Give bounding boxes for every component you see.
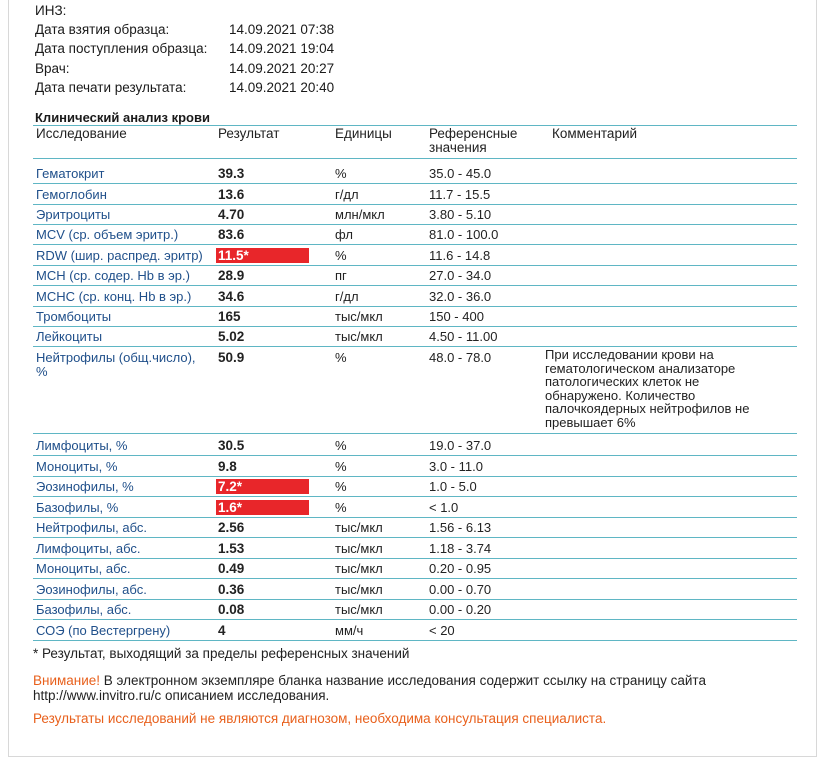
comment-line: гематологическом анализаторе [545, 360, 736, 376]
table-row [0, 184, 828, 204]
print-date-value: 14.09.2021 20:40 [229, 80, 335, 95]
result-unit: г/дл [335, 289, 359, 304]
result-value: 5.02 [218, 329, 245, 344]
col-header-result: Результат [218, 126, 280, 141]
test-name[interactable]: MCV (ср. объем эритр.) [36, 227, 179, 242]
result-value: 4.70 [218, 207, 245, 222]
result-unit: мм/ч [335, 623, 364, 638]
result-value: 39.3 [218, 166, 245, 181]
table-row [0, 620, 828, 640]
test-name[interactable]: Моноциты, абс. [36, 561, 131, 576]
result-unit: тыс/мкл [335, 561, 383, 576]
col-header-test: Исследование [36, 126, 127, 141]
reference-range: 0.20 - 0.95 [429, 561, 492, 576]
col-header-comment: Комментарий [552, 126, 638, 141]
table-row [0, 599, 828, 619]
col-header-reference-line2: значения [429, 140, 487, 155]
sample-taken-value: 14.09.2021 07:38 [229, 22, 335, 37]
test-name[interactable]: Гематокрит [36, 166, 105, 181]
table-row [0, 306, 828, 326]
section-title: Клинический анализ крови [35, 110, 210, 125]
test-name[interactable]: Лимфоциты, абс. [36, 541, 141, 556]
result-unit: % [335, 479, 347, 494]
doctor-value: 14.09.2021 20:27 [229, 61, 335, 76]
print-date-label: Дата печати результата: [35, 80, 187, 95]
test-name[interactable]: Эритроциты [36, 207, 111, 222]
table-row [0, 347, 828, 433]
header-rule [33, 158, 797, 159]
result-unit: тыс/мкл [335, 602, 383, 617]
result-value: 0.36 [218, 582, 245, 597]
table-row [0, 204, 828, 224]
row-divider [33, 640, 797, 641]
table-row [0, 265, 828, 285]
result-unit: млн/мкл [335, 207, 385, 222]
doctor-label: Врач: [35, 61, 70, 76]
result-value: 0.49 [218, 561, 245, 576]
attention-label: Внимание! [33, 673, 101, 688]
test-name[interactable]: Эозинофилы, % [36, 479, 134, 494]
table-row [0, 245, 828, 265]
reference-range: 1.0 - 5.0 [429, 479, 477, 494]
reference-range: 11.7 - 15.5 [429, 187, 491, 202]
test-name[interactable]: Гемоглобин [36, 187, 107, 202]
table-row [0, 476, 828, 496]
result-value: 4 [218, 623, 226, 638]
reference-range: 3.0 - 11.0 [429, 459, 483, 474]
test-name[interactable]: MCHC (ср. конц. Hb в эр.) [36, 289, 192, 304]
test-name[interactable]: Лейкоциты [36, 329, 103, 344]
comment-line: превышает 6% [545, 414, 636, 430]
test-name[interactable]: СОЭ (по Вестергрену) [36, 623, 171, 638]
comment-line: При исследовании крови на [545, 347, 714, 362]
reference-range: 0.00 - 0.70 [429, 582, 492, 597]
table-row [0, 579, 828, 599]
result-value: 1.53 [218, 541, 245, 556]
test-name[interactable]: MCH (ср. содер. Hb в эр.) [36, 268, 190, 283]
reference-range: 4.50 - 11.00 [429, 329, 498, 344]
table-row [0, 435, 828, 455]
result-unit: % [335, 248, 347, 263]
test-name[interactable]: Нейтрофилы (общ.число), [36, 350, 196, 365]
comment-line: патологических клеток не [545, 374, 700, 389]
test-name[interactable]: Лимфоциты, % [36, 438, 128, 453]
reference-range: 35.0 - 45.0 [429, 166, 492, 181]
table-row [0, 517, 828, 537]
reference-range: 1.18 - 3.74 [429, 541, 492, 556]
table-row [0, 163, 828, 183]
test-name[interactable]: RDW (шир. распред. эритр) [36, 248, 203, 263]
table-row [0, 224, 828, 244]
reference-range: 0.00 - 0.20 [429, 602, 492, 617]
reference-range: 27.0 - 34.0 [429, 268, 492, 283]
reference-range: 150 - 400 [429, 309, 484, 324]
title-rule [33, 125, 797, 126]
result-value: 30.5 [218, 438, 245, 453]
result-value: 0.08 [218, 602, 245, 617]
reference-range: 81.0 - 100.0 [429, 227, 499, 242]
result-value: 9.8 [218, 459, 237, 474]
test-name[interactable]: Эозинофилы, абс. [36, 582, 147, 597]
result-unit: пг [335, 268, 347, 283]
result-unit: % [335, 459, 347, 474]
result-value-flagged: 1.6* [216, 500, 309, 515]
result-unit: тыс/мкл [335, 329, 383, 344]
reference-range: 48.0 - 78.0 [429, 350, 492, 365]
test-name[interactable]: Базофилы, % [36, 500, 119, 515]
reference-range: < 1.0 [429, 500, 459, 515]
result-unit: г/дл [335, 187, 359, 202]
col-header-reference [429, 127, 517, 155]
test-name-continued[interactable]: % [36, 364, 48, 379]
attention-text: В электронном экземпляре бланка название исследования содержит ссылку на страницу сайта [100, 673, 706, 688]
attention-link-line [33, 688, 329, 703]
col-header-units: Единицы [335, 126, 392, 141]
result-value: 2.56 [218, 520, 245, 535]
result-unit: тыс/мкл [335, 520, 383, 535]
table-row [0, 538, 828, 558]
test-name[interactable]: Базофилы, абс. [36, 602, 132, 617]
result-value-flagged: 7.2* [216, 479, 309, 494]
test-name[interactable]: Тромбоциты [36, 309, 112, 324]
result-value: 50.9 [218, 350, 245, 365]
reference-range: 11.6 - 14.8 [429, 248, 491, 263]
result-unit: % [335, 500, 347, 515]
reference-range: 3.80 - 5.10 [429, 207, 492, 222]
result-comment [545, 348, 775, 429]
result-unit: % [335, 438, 347, 453]
table-row [0, 326, 828, 346]
result-value: 83.6 [218, 227, 245, 242]
disclaimer: Результаты исследований не являются диагнозом, необходима консультация специалиста. [33, 711, 607, 726]
inz-label: ИНЗ: [35, 3, 67, 18]
result-unit: фл [335, 227, 353, 242]
result-value: 34.6 [218, 289, 245, 304]
result-unit: тыс/мкл [335, 582, 383, 597]
table-row [0, 286, 828, 306]
col-header-reference-line1: Референсные [429, 126, 518, 141]
reference-range: 1.56 - 6.13 [429, 520, 492, 535]
result-unit: тыс/мкл [335, 309, 383, 324]
comment-line: палочкоядерных нейтрофилов не [545, 401, 750, 416]
reference-range: 32.0 - 36.0 [429, 289, 492, 304]
test-name[interactable]: Моноциты, % [36, 459, 118, 474]
result-value: 28.9 [218, 268, 245, 283]
sample-received-value: 14.09.2021 19:04 [229, 41, 335, 56]
result-unit: % [335, 350, 347, 365]
sample-taken-label: Дата взятия образца: [35, 22, 170, 37]
row-divider [33, 433, 797, 434]
result-unit: тыс/мкл [335, 541, 383, 556]
result-value: 165 [218, 309, 241, 324]
result-unit: % [335, 166, 347, 181]
reference-range: 19.0 - 37.0 [429, 438, 492, 453]
result-value: 13.6 [218, 187, 245, 202]
attention-link[interactable]: http://www.invitro.ru/с описанием исследования. [33, 688, 330, 703]
footnote: * Результат, выходящий за пределы референсных значений [33, 646, 410, 661]
reference-range: < 20 [429, 623, 455, 638]
attention-note [33, 673, 706, 688]
result-value-flagged: 11.5* [216, 248, 309, 263]
table-row [0, 497, 828, 517]
sample-received-label: Дата поступления образца: [35, 41, 208, 56]
table-row [0, 456, 828, 476]
table-row [0, 558, 828, 578]
test-name[interactable]: Нейтрофилы, абс. [36, 520, 148, 535]
comment-line: обнаружено. Количество [545, 387, 696, 403]
